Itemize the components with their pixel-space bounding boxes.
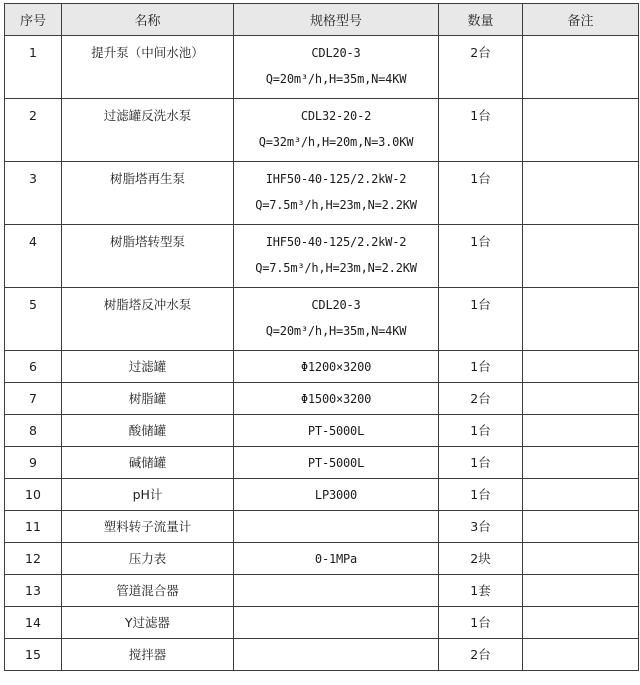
cell-name: [62, 225, 234, 288]
cell-no: [5, 415, 62, 447]
cell-qty: [439, 415, 523, 447]
cell-spec: [234, 383, 439, 415]
cell-note: [523, 415, 639, 447]
header-name: 名称: [62, 4, 234, 36]
spec-model: IHF50-40-125/2.2kW-2: [265, 172, 407, 186]
item-name: 塑料转子流量计: [103, 518, 192, 534]
row-number: 13: [25, 582, 41, 598]
cell-note: [523, 479, 639, 511]
cell-note: [523, 99, 639, 162]
table-row: [5, 99, 639, 162]
spec-parameters: Q=20m³/h,H=35m,N=4KW: [265, 72, 407, 86]
table-row: [5, 447, 639, 479]
table-row: [5, 479, 639, 511]
cell-no: [5, 607, 62, 639]
cell-note: [523, 36, 639, 99]
header-qty: 数量: [439, 4, 523, 36]
header-row: [5, 4, 639, 36]
cell-name: [62, 543, 234, 575]
cell-qty: [439, 447, 523, 479]
spec-parameters: Q=7.5m³/h,H=23m,N=2.2KW: [255, 261, 417, 275]
row-number: 10: [25, 486, 41, 502]
equipment-table: [4, 3, 639, 671]
cell-qty: [439, 639, 523, 671]
row-number: 9: [29, 454, 37, 470]
table-row: [5, 575, 639, 607]
cell-no: [5, 543, 62, 575]
cell-name: [62, 415, 234, 447]
cell-no: [5, 639, 62, 671]
item-quantity: 1台: [470, 486, 491, 502]
cell-qty: [439, 351, 523, 383]
row-number: 3: [29, 171, 37, 186]
equipment-table-container: [4, 3, 638, 671]
cell-no: [5, 575, 62, 607]
row-number: 2: [29, 108, 37, 123]
cell-note: [523, 447, 639, 479]
spec-model: Φ1500×3200: [300, 391, 372, 406]
header-no: 序号: [5, 4, 62, 36]
table-row: [5, 351, 639, 383]
table-row: [5, 36, 639, 99]
item-name: pH计: [132, 486, 163, 502]
cell-name: [62, 351, 234, 383]
item-name: 树脂塔反冲水泵: [103, 297, 192, 312]
cell-spec: [234, 225, 439, 288]
row-number: 12: [25, 550, 41, 566]
item-quantity: 1台: [470, 614, 491, 630]
cell-name: [62, 511, 234, 543]
cell-name: [62, 36, 234, 99]
table-row: [5, 511, 639, 543]
cell-no: [5, 351, 62, 383]
cell-spec: [234, 607, 439, 639]
item-name: 压力表: [128, 550, 167, 566]
cell-qty: [439, 607, 523, 639]
cell-name: [62, 607, 234, 639]
spec-model: CDL20-3: [311, 298, 361, 312]
cell-spec: [234, 162, 439, 225]
cell-name: [62, 639, 234, 671]
cell-note: [523, 383, 639, 415]
item-note: [523, 288, 638, 297]
item-note: [523, 225, 638, 234]
spec-model: CDL20-3: [311, 46, 361, 60]
table-row: [5, 543, 639, 575]
cell-qty: [439, 99, 523, 162]
cell-note: [523, 511, 639, 543]
cell-spec: [234, 351, 439, 383]
table-row: [5, 415, 639, 447]
cell-note: [523, 288, 639, 351]
spec-model: Φ1200×3200: [300, 359, 372, 374]
item-quantity: 3台: [470, 518, 491, 534]
item-quantity: 1台: [470, 297, 491, 312]
cell-name: [62, 288, 234, 351]
cell-no: [5, 225, 62, 288]
cell-name: [62, 383, 234, 415]
cell-note: [523, 162, 639, 225]
item-name: 树脂塔转型泵: [109, 234, 185, 249]
cell-no: [5, 288, 62, 351]
spec-model: PT-5000L: [307, 423, 365, 438]
row-number: 5: [29, 297, 37, 312]
spec-parameters: Q=7.5m³/h,H=23m,N=2.2KW: [255, 198, 417, 212]
cell-name: [62, 575, 234, 607]
item-quantity: 2块: [470, 550, 491, 566]
cell-no: [5, 447, 62, 479]
cell-no: [5, 36, 62, 99]
cell-qty: [439, 162, 523, 225]
row-number: 8: [29, 422, 37, 438]
table-row: [5, 607, 639, 639]
item-quantity: 1台: [470, 454, 491, 470]
cell-spec: [234, 639, 439, 671]
cell-spec: [234, 575, 439, 607]
item-name: 过滤罐反洗水泵: [103, 108, 192, 123]
row-number: 14: [25, 614, 41, 630]
cell-no: [5, 511, 62, 543]
cell-name: [62, 162, 234, 225]
item-quantity: 1台: [470, 234, 491, 249]
cell-qty: [439, 225, 523, 288]
cell-qty: [439, 383, 523, 415]
cell-no: [5, 383, 62, 415]
item-note: [523, 162, 638, 171]
item-quantity: 1台: [470, 171, 491, 186]
item-name: 搅拌器: [128, 646, 167, 662]
cell-spec: [234, 511, 439, 543]
cell-spec: [234, 447, 439, 479]
spec-parameters: Q=20m³/h,H=35m,N=4KW: [265, 324, 407, 338]
cell-name: [62, 479, 234, 511]
spec-model: 0-1MPa: [314, 551, 358, 566]
cell-spec: [234, 99, 439, 162]
cell-name: [62, 99, 234, 162]
cell-spec: [234, 36, 439, 99]
item-quantity: 2台: [470, 646, 491, 662]
cell-note: [523, 543, 639, 575]
row-number: 4: [29, 234, 37, 249]
item-name: 过滤罐: [128, 358, 167, 374]
item-quantity: 2台: [470, 45, 491, 60]
spec-model: IHF50-40-125/2.2kW-2: [265, 235, 407, 249]
cell-no: [5, 162, 62, 225]
cell-qty: [439, 288, 523, 351]
item-quantity: 1台: [470, 358, 491, 374]
cell-spec: [234, 479, 439, 511]
cell-qty: [439, 511, 523, 543]
cell-qty: [439, 543, 523, 575]
item-name: 管道混合器: [116, 582, 179, 598]
row-number: 6: [29, 358, 37, 374]
item-quantity: 1套: [470, 582, 491, 598]
spec-model: LP3000: [314, 487, 358, 502]
cell-note: [523, 607, 639, 639]
table-body: [5, 36, 639, 671]
spec-parameters: Q=32m³/h,H=20m,N=3.0KW: [258, 135, 414, 149]
header-spec: 规格型号: [234, 4, 439, 36]
item-name: 酸储罐: [128, 422, 167, 438]
cell-spec: [234, 415, 439, 447]
cell-qty: [439, 479, 523, 511]
row-number: 1: [29, 45, 37, 60]
item-name: 提升泵（中间水池）: [91, 45, 204, 60]
cell-no: [5, 99, 62, 162]
item-quantity: 1台: [470, 422, 491, 438]
cell-no: [5, 479, 62, 511]
table-row: [5, 162, 639, 225]
row-number: 11: [25, 518, 41, 534]
item-note: [523, 36, 638, 45]
cell-spec: [234, 288, 439, 351]
header-note: 备注: [523, 4, 639, 36]
item-quantity: 1台: [470, 108, 491, 123]
cell-qty: [439, 575, 523, 607]
table-row: [5, 639, 639, 671]
item-name: 树脂塔再生泵: [109, 171, 185, 186]
item-quantity: 2台: [470, 390, 491, 406]
cell-spec: [234, 543, 439, 575]
cell-qty: [439, 36, 523, 99]
item-name: 树脂罐: [128, 390, 167, 406]
row-number: 7: [29, 390, 37, 406]
item-note: [523, 99, 638, 108]
row-number: 15: [25, 646, 41, 662]
table-row: [5, 225, 639, 288]
cell-note: [523, 225, 639, 288]
cell-note: [523, 351, 639, 383]
item-name: Y过滤器: [124, 614, 171, 630]
cell-note: [523, 639, 639, 671]
spec-model: PT-5000L: [307, 455, 365, 470]
cell-name: [62, 447, 234, 479]
spec-model: CDL32-20-2: [300, 109, 372, 123]
item-name: 碱储罐: [128, 454, 167, 470]
table-row: [5, 383, 639, 415]
cell-note: [523, 575, 639, 607]
table-row: [5, 288, 639, 351]
